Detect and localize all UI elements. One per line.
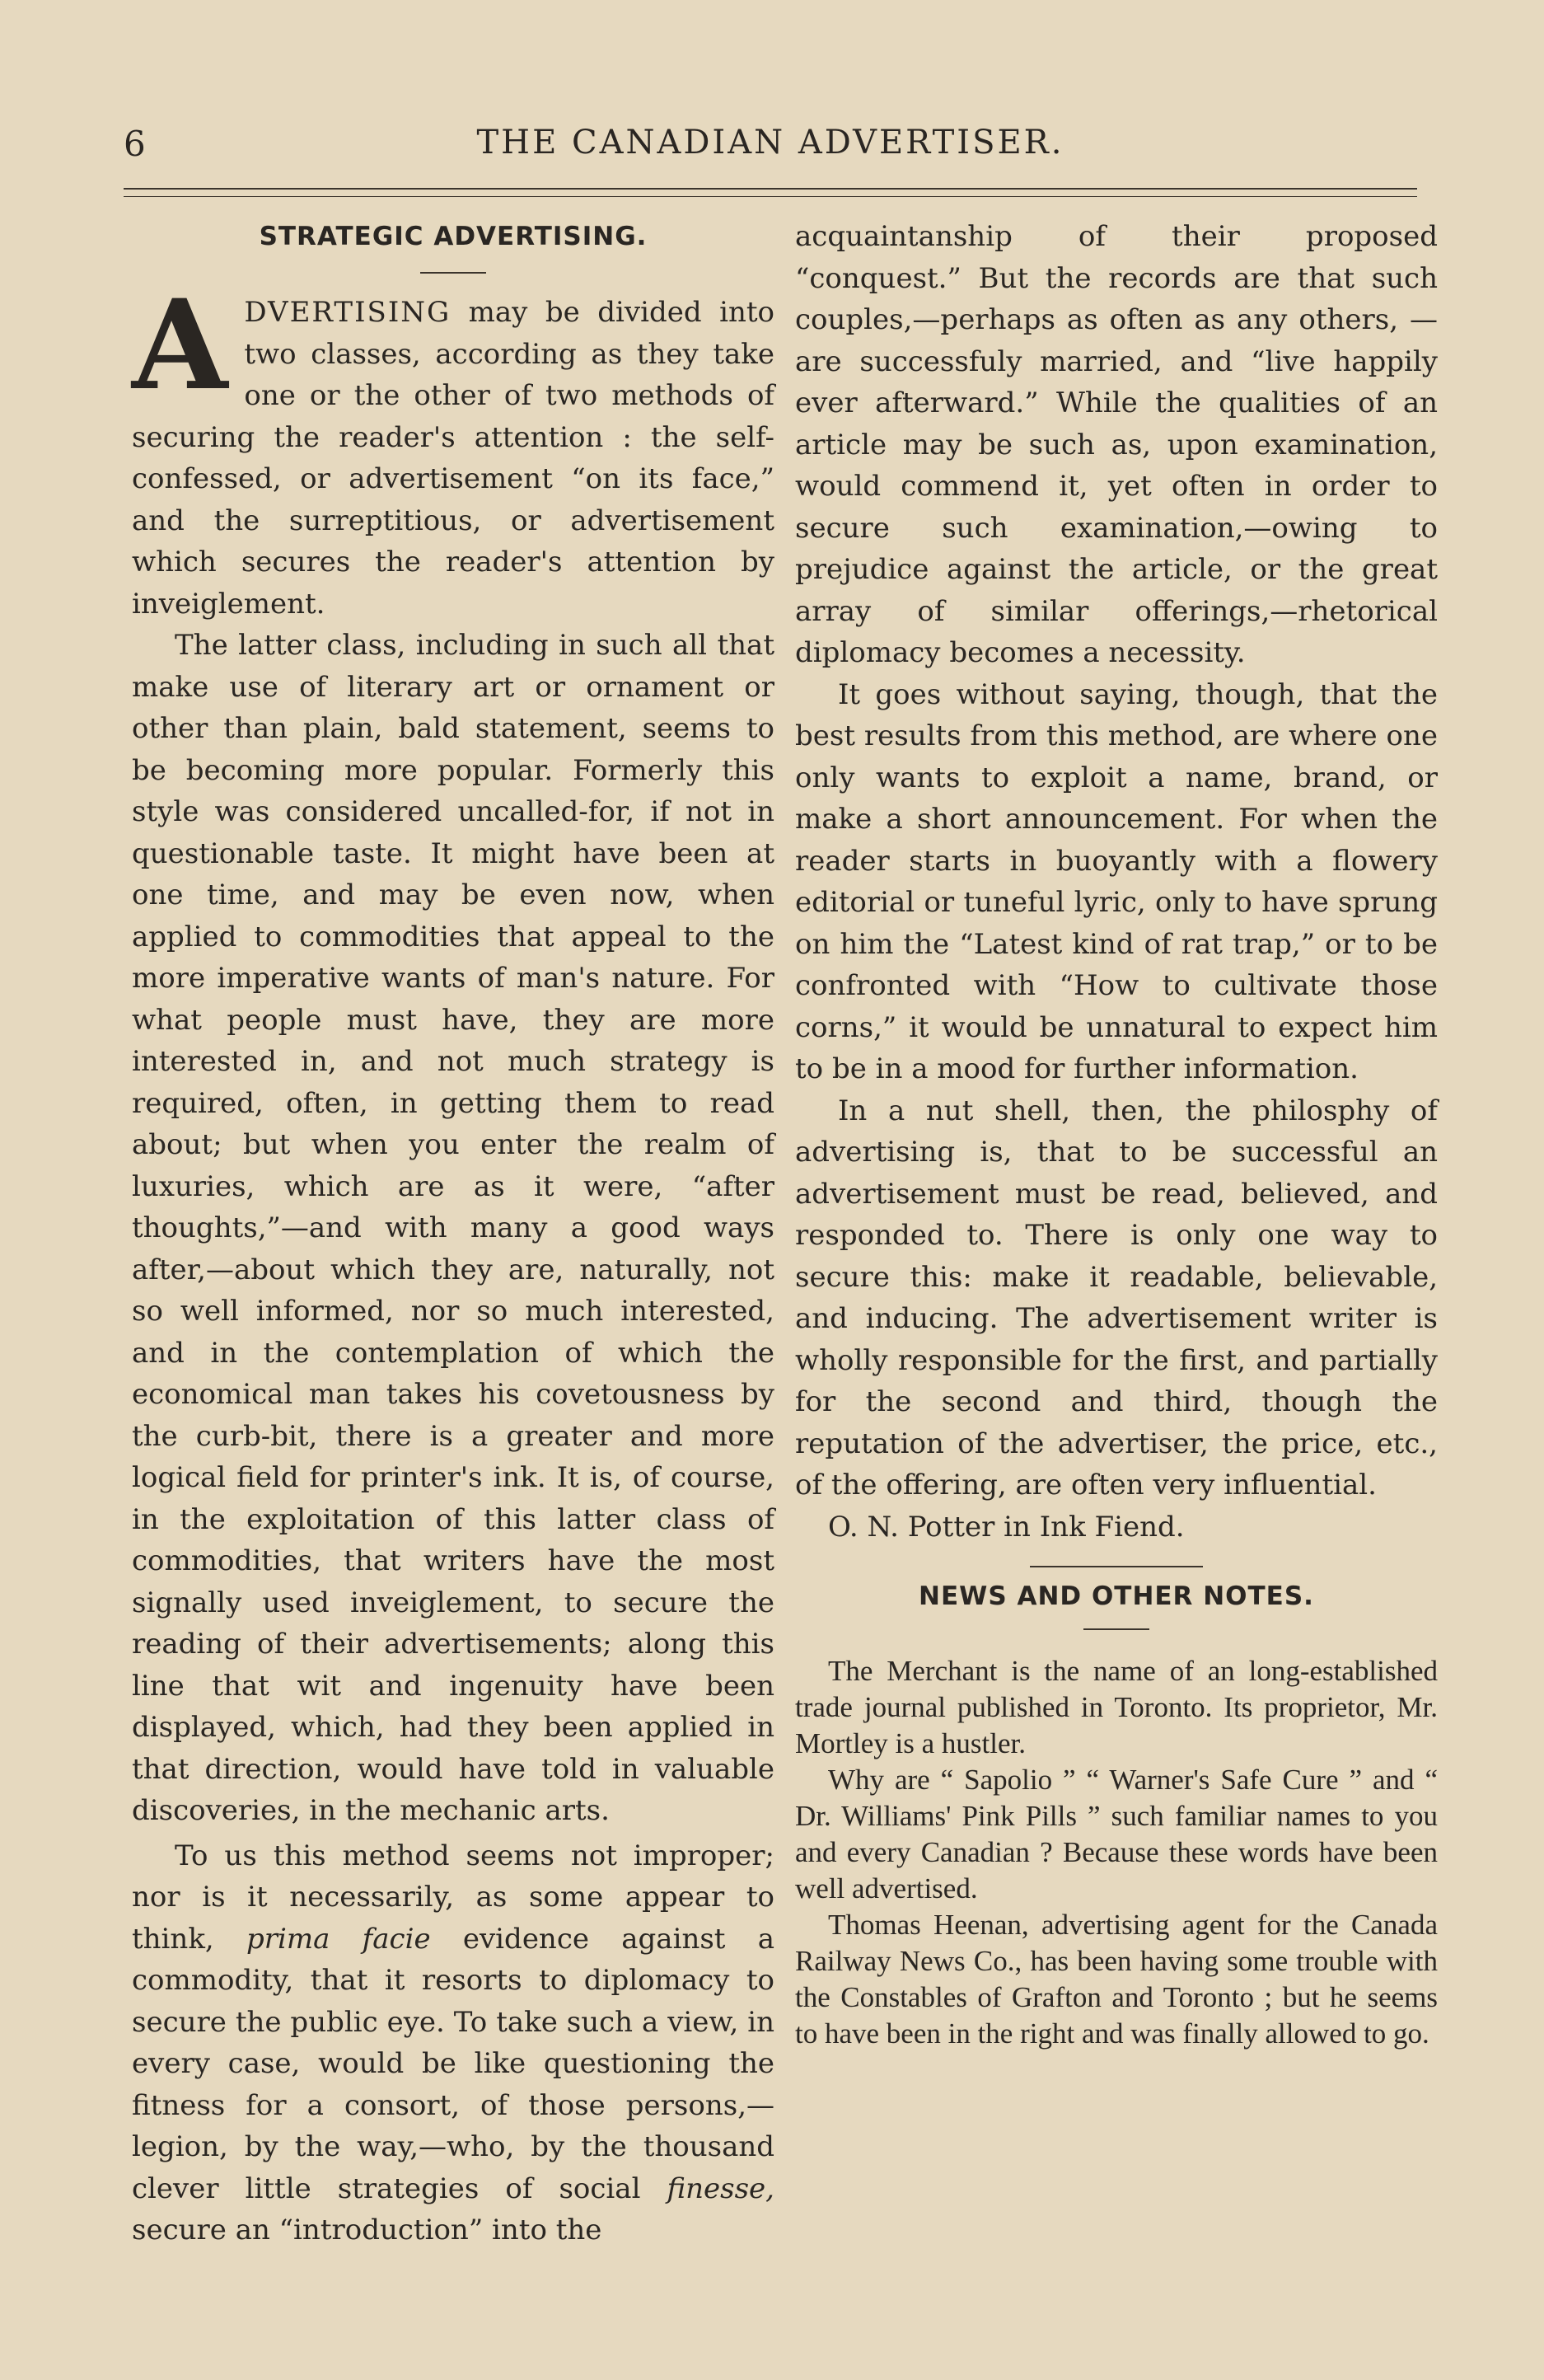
paragraph-1-text: may be divided into two classes, according as they take one or the other of two methods of securing the reader's attention : the self-confessed, or advertisement “on its face,” and the surreptitious, or advertisement which secures the reader's attention by inveiglement. xyxy=(132,296,774,621)
first-word: DVERTISING xyxy=(244,296,452,329)
article-signature: O. N. Potter in Ink Fiend. xyxy=(828,1510,1185,1544)
paragraph-3-text-c: secure an “introduction” into the xyxy=(132,2214,602,2246)
page-number: 6 xyxy=(124,124,146,164)
drop-cap: A xyxy=(132,273,228,418)
news-section xyxy=(795,1653,1438,2052)
paragraph-1 xyxy=(132,273,774,625)
paragraph-3-text-b: evidence against a commodity, that it resorts to diplomacy to secure the public eye. To take such a view, in every case, would be like questioning the fitness for a consort, of those persons,—legion, by the way,—who, by the thousand clever little strategies of social xyxy=(132,1922,774,2205)
paragraph-4: It goes without saying, though, that the best results from this method, are where one only wants to exploit a name, brand, or make a short announcement. For when the reader starts in buoyantly with a flowery editorial or tuneful lyric, only to have sprung on him the “Latest kind of rat trap,” or to be confronted with “How to cultivate those corns,” it would be unnatural to expect him to be in a mood for further information. xyxy=(795,677,1438,1085)
paragraph-5: In a nut shell, then, the philosphy of advertising is, that to be successful an advertisement must be read, believed, and responded to. There is only one way to secure this: make it readable, believable, and inducing. The advertisement writer is wholly responsible for the first, and partially for the second and third, though the reputation of the advertiser, the price, etc., of the offering, are often very influential. xyxy=(795,1094,1438,1502)
section-divider xyxy=(1030,1566,1203,1567)
article-title: STRATEGIC ADVERTISING. xyxy=(259,222,648,251)
article-body xyxy=(132,273,774,2251)
header-rule-top xyxy=(124,188,1417,190)
paragraph-2: The latter class, including in such all that make use of literary art or ornament or other than plain, bald statement, seems to be becoming more popular. Formerly this style was considered uncalled-for, if not in questionable taste. It might have been at one time, and may be even now, when applied to commodities that appeal to the more imperative wants of man's nature. For what people must have, they are more interested in, and not much strategy is required, often, in getting them to read about; but when you enter the realm of luxuries, which are as it were, “after thoughts,”—and with many a good ways after,—about which they are, naturally, not so well informed, nor so much interested, and in the contemplation of which the economical man takes his covetousness by the curb-bit, there is a greater and more logical field for printer's ink. It is, of course, in the exploitation of this latter class of commodities, that writers have the most signally used inveiglement, to secure the reading of their advertisements; along this line that wit and ingenuity have been displayed, which, had they been applied in that direction, would have told in valuable discoveries, in the mechanic arts. xyxy=(132,629,774,1827)
paragraph-3-italic-prima-facie: prima facie xyxy=(246,1922,431,1956)
news-title: NEWS AND OTHER NOTES. xyxy=(919,1581,1314,1611)
running-title: THE CANADIAN ADVERTISER. xyxy=(476,124,1064,162)
page-header xyxy=(124,124,1417,173)
paragraph-3 xyxy=(132,1835,774,2251)
news-item: Why are “ Sapolio ” “ Warner's Safe Cure ” and “ Dr. Williams' Pink Pills ” such familiar names to you and every Canadian ? Because these words have been well advertised. xyxy=(795,1764,1438,1904)
news-item: Thomas Heenan, advertising agent for the Canada Railway News Co., has been having some trouble with the Constables of Grafton and Toronto ; but he seems to have been in the right and was finally allowed to go. xyxy=(795,1909,1438,2050)
left-column xyxy=(132,216,774,2251)
paragraph-3-text-a: To us this method seems not improper; nor is it necessarily, as some appear to think, xyxy=(132,1839,774,1956)
paragraph-3-continued: acquaintanship of their proposed “conquest.” But the records are that such couples,—perhaps as often as any others, —are successfuly married, and “live happily ever afterward.” While the qualities of an article may be such as, upon examination, would commend it, yet often in order to secure such examination,—owing to prejudice against the article, or the great array of similar offerings,—rhetorical diplomacy becomes a necessity. xyxy=(795,220,1438,669)
news-title-rule xyxy=(1083,1628,1149,1630)
right-column xyxy=(795,216,1438,2052)
paragraph-3-italic-finesse: finesse, xyxy=(667,2172,774,2205)
header-rule-bottom xyxy=(124,196,1417,197)
title-rule xyxy=(420,272,486,274)
article-continuation xyxy=(795,216,1438,674)
news-item: The Merchant is the name of an long-established trade journal published in Toronto. Its proprietor, Mr. Mortley is a hustler. xyxy=(795,1655,1438,1759)
